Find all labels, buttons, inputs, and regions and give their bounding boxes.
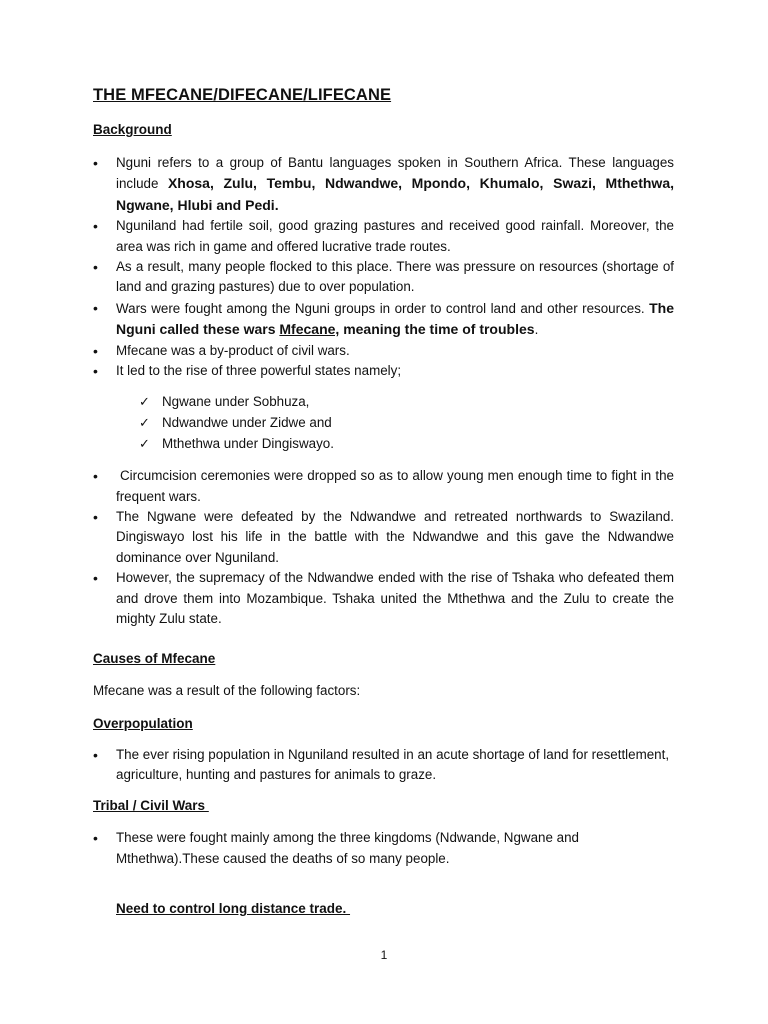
list-item: • The Ngwane were defeated by the Ndwandwe and retreated northwards to Swaziland. Dingiswayo lost his life in the battle with the Ndwandwe and this gave the Ndwandwe dominance over Nguniland. — [93, 507, 674, 568]
list-item: • Circumcision ceremonies were dropped so as to allow young men enough time to fight in the frequent wars. — [93, 466, 674, 507]
states-list — [93, 392, 674, 454]
causes-intro: Mfecane was a result of the following factors: — [93, 682, 361, 698]
background-heading: Background — [93, 122, 172, 137]
check-item: ✓ Mthethwa under Dingiswayo. — [139, 434, 674, 455]
list-item: • The ever rising population in Nguniland resulted in an acute shortage of land for resettlement, agriculture, hunting and pastures for animals to graze. — [93, 745, 674, 786]
list-item: • It led to the rise of three powerful states namely; — [93, 361, 674, 381]
causes-heading: Causes of Mfecane — [93, 650, 216, 666]
overpopulation-list — [93, 745, 674, 786]
check-item: ✓ Ngwane under Sobhuza, — [139, 392, 674, 413]
check-item: ✓ Ndwandwe under Zidwe and — [139, 413, 674, 434]
page-number: 1 — [380, 948, 388, 962]
civil-wars-list — [93, 828, 674, 869]
list-item: • Nguni refers to a group of Bantu languages spoken in Southern Africa. These languages include Xhosa, Zulu, Tembu, Ndwandwe, Mpondo, Khumalo, Swazi, Mthethwa, Ngwane, Hlubi and Pedi. — [93, 153, 674, 216]
list-item: • As a result, many people flocked to this place. There was pressure on resources (shortage of land and grazing pastures) due to over population. — [93, 257, 674, 298]
background-list-continued — [93, 466, 674, 629]
document-page — [93, 86, 674, 916]
list-item: • Nguniland had fertile soil, good grazing pastures and received good rainfall. Moreover, the area was rich in game and offered lucrative trade routes. — [93, 216, 674, 257]
list-item: • Wars were fought among the Nguni groups in order to control land and other resources. The Nguni called these wars Mfecane, meaning the time of troubles. — [93, 298, 674, 341]
civil-wars-heading: Tribal / Civil Wars — [93, 798, 209, 814]
list-item: • These were fought mainly among the three kingdoms (Ndwande, Ngwane and Mthethwa).These caused the deaths of so many people. — [93, 828, 674, 869]
list-item: • Mfecane was a by-product of civil wars. — [93, 341, 674, 361]
background-list — [93, 153, 674, 381]
list-item: • However, the supremacy of the Ndwandwe ended with the rise of Tshaka who defeated them and drove them into Mozambique. Tshaka united the Mthethwa and the Zulu to create the mighty Zulu state. — [93, 568, 674, 629]
document-title: THE MFECANE/DIFECANE/LIFECANE — [93, 86, 392, 104]
overpopulation-heading: Overpopulation — [93, 715, 193, 731]
trade-heading: Need to control long distance trade. — [116, 901, 351, 917]
